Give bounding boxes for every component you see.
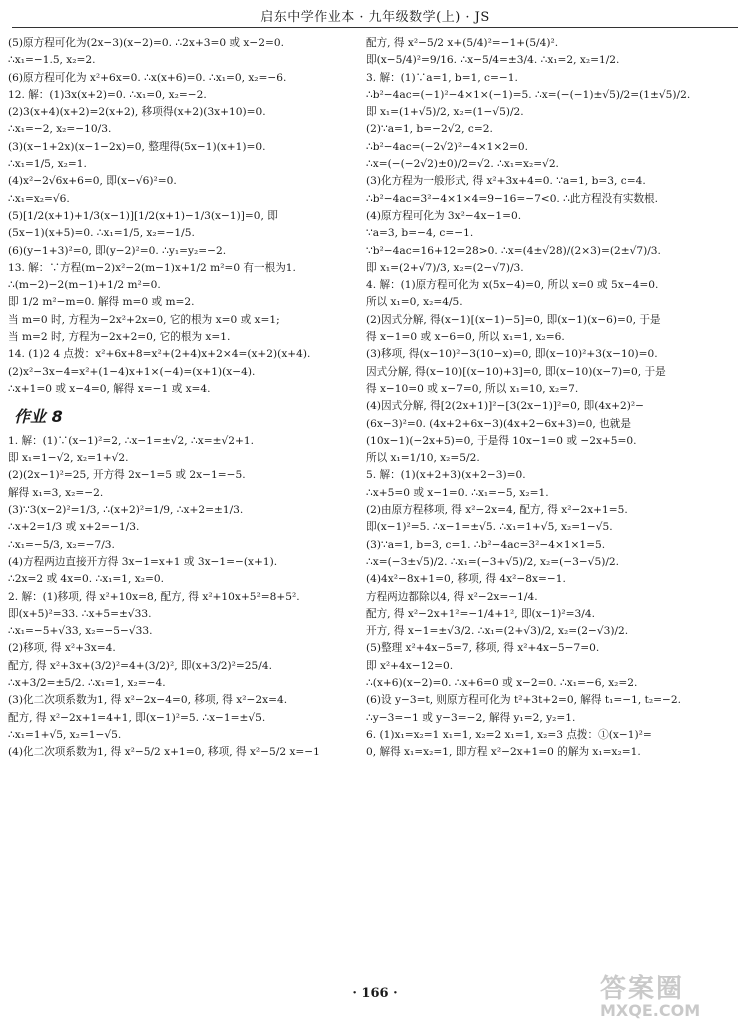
answer-line: (5)原方程可化为(2x−3)(x−2)=0. ∴2x+3=0 或 x−2=0. (8, 37, 284, 49)
answer-line: (2)x²−3x−4=x²+(1−4)x+1×(−4)=(x+1)(x−4). (8, 365, 256, 378)
answer-line: (4)x²−2√6x+6=0, 即(x−√6)²=0. (8, 175, 177, 188)
answer-line: 所以 x₁=1/10, x₂=5/2. (366, 452, 480, 465)
answer-line: (6)(y−1+3)²=0, 即(y−2)²=0. ∴y₁=y₂=−2. (8, 244, 227, 257)
answer-line: ∴x+2=1/3 或 x+2=−1/3. (8, 521, 140, 534)
answer-line: (3)(x−1+2x)(x−1−2x)=0, 整理得(5x−1)(x+1)=0. (8, 140, 266, 153)
answer-line: 4. 解：(1)原方程可化为 x(5x−4)=0, 所以 x=0 或 5x−4=0. (366, 279, 659, 292)
answer-line: (3)∵3(x−2)²=1/3, ∴(x+2)²=1/9, ∴x+2=±1/3. (8, 504, 244, 517)
answer-line: (5x−1)(x+5)=0. ∴x₁=1/5, x₂=−1/5. (8, 227, 195, 240)
answer-line: ∴b²−4ac=(−2√2)²−4×1×2=0. (366, 140, 528, 153)
answer-line: 方程两边都除以4, 得 x²−2x=−1/4. (366, 590, 538, 603)
answer-line: 解得 x₁=3, x₂=−2. (8, 486, 104, 499)
answer-line: (2)因式分解, 得(x−1)[(x−1)−5]=0, 即(x−1)(x−6)=0, 于是 (366, 313, 661, 326)
answer-line: 配方, 得 x²−2x+1²=−1/4+1², 即(x−1)²=3/4. (366, 607, 595, 620)
answer-line: 5. 解：(1)(x+2+3)(x+2−3)=0. (366, 469, 526, 482)
answer-line: (4)原方程可化为 3x²−4x−1=0. (366, 209, 522, 222)
answer-line: (2)∵a=1, b=−2√2, c=2. (366, 123, 493, 136)
answer-line: 3. 解：(1)∵a=1, b=1, c=−1. (366, 71, 518, 84)
answer-line: (6x−3)²=0. (4x+2+6x−3)(4x+2−6x+3)=0, 也就是 (366, 417, 631, 430)
left-column (8, 36, 360, 762)
answer-line: 配方, 得 x²+3x+(3/2)²=4+(3/2)², 即(x+3/2)²=25/4. (8, 659, 272, 672)
answer-line: 2. 解：(1)移项, 得 x²+10x=8, 配方, 得 x²+10x+5²=8+5². (8, 590, 300, 603)
answer-line: (4)化二次项系数为1, 得 x²−5/2 x+1=0, 移项, 得 x²−5/2 x=−1 (8, 746, 320, 759)
answer-line: (2)3(x+4)(x+2)=2(x+2), 移项得(x+2)(3x+10)=0. (8, 106, 266, 119)
answer-line: ∵a=3, b=−4, c=−1. (366, 227, 474, 240)
answer-line: ∴x=(−3±√5)/2. ∴x₁=(−3+√5)/2, x₂=(−3−√5)/2. (366, 555, 620, 568)
left-answers-block-2 (8, 434, 360, 760)
right-column (366, 36, 744, 762)
answer-line: 即 x₁=(2+√7)/3, x₂=(2−√7)/3. (366, 261, 524, 274)
answer-line: 当 m=2 时, 方程为−2x+2=0, 它的根为 x=1. (8, 331, 231, 344)
answer-line: ∴x₁=−5/3, x₂=−7/3. (8, 538, 115, 551)
answer-line: (10x−1)(−2x+5)=0, 于是得 10x−1=0 或 −2x+5=0. (366, 434, 637, 447)
answer-line: ∴x+5=0 或 x−1=0. ∴x₁=−5, x₂=1. (366, 486, 549, 499)
answer-line: (3)∵a=1, b=3, c=1. ∴b²−4ac=3²−4×1×1=5. (366, 538, 606, 551)
answer-line: 0, 解得 x₁=x₂=1, 即方程 x²−2x+1=0 的解为 x₁=x₂=1. (366, 746, 641, 759)
answer-line: 即(x−5/4)²=9/16. ∴x−5/4=±3/4. ∴x₁=2, x₂=1/2. (366, 54, 620, 67)
answer-line: 所以 x₁=0, x₂=4/5. (366, 296, 463, 309)
watermark-url: MXQE.COM (600, 1001, 701, 1020)
answer-line: 配方, 得 x²−2x+1=4+1, 即(x−1)²=5. ∴x−1=±√5. (8, 711, 266, 724)
answer-line: (4)4x²−8x+1=0, 移项, 得 4x²−8x=−1. (366, 573, 566, 586)
answer-line: ∴(m−2)−2(m−1)+1/2 m²=0. (8, 279, 161, 292)
answer-line: ∴x+3/2=±5/2. ∴x₁=1, x₂=−4. (8, 676, 166, 689)
answer-line: 当 m=0 时, 方程为−2x²+2x=0, 它的根为 x=0 或 x=1; (8, 313, 280, 326)
watermark-logo (600, 968, 750, 1018)
answer-line: (3)化方程为一般形式, 得 x²+3x+4=0. ∵a=1, b=3, c=4. (366, 175, 646, 188)
answer-line: ∴2x=2 或 4x=0. ∴x₁=1, x₂=0. (8, 573, 164, 586)
answer-line: ∴y−3=−1 或 y−3=−2, 解得 y₁=2, y₂=1. (366, 711, 576, 724)
answer-line: ∴b²−4ac=3²−4×1×4=9−16=−7<0. ∴此方程没有实数根. (366, 192, 659, 205)
section-title: 作业 8 (14, 407, 63, 427)
answer-line: (3)化二次项系数为1, 得 x²−2x−4=0, 移项, 得 x²−2x=4. (8, 694, 288, 707)
answer-line: ∴x₁=x₂=√6. (8, 192, 70, 205)
answer-line: (2)移项, 得 x²+3x=4. (8, 642, 116, 655)
answer-line: 即 x²+4x−12=0. (366, 659, 454, 672)
answer-line: ∴b²−4ac=(−1)²−4×1×(−1)=5. ∴x=(−(−1)±√5)/2=(1±√5)/2. (366, 88, 691, 101)
answer-line: ∴x₁=−2, x₂=−10/3. (8, 123, 112, 136)
answer-line: 即 1/2 m²−m=0. 解得 m=0 或 m=2. (8, 296, 195, 309)
answer-line: 6. (1)x₁=x₂=1 x₁=1, x₂=2 x₁=1, x₂=3 点拨：①(x−1)²= (366, 728, 652, 741)
answer-line: 开方, 得 x−1=±√3/2. ∴x₁=(2+√3)/2, x₂=(2−√3)/2. (366, 625, 629, 638)
answer-line: (6)原方程可化为 x²+6x=0. ∴x(x+6)=0. ∴x₁=0, x₂=−6. (8, 71, 287, 84)
answer-line: 1. 解：(1)∵(x−1)²=2, ∴x−1=±√2, ∴x=±√2+1. (8, 434, 254, 447)
answer-line: 即 x₁=(1+√5)/2, x₂=(1−√5)/2. (366, 106, 524, 119)
answer-line: ∴x₁=−5+√33, x₂=−5−√33. (8, 625, 153, 638)
answer-line: 得 x−1=0 或 x−6=0, 所以 x₁=1, x₂=6. (366, 331, 565, 344)
answer-line: (4)方程两边直接开方得 3x−1=x+1 或 3x−1=−(x+1). (8, 555, 278, 568)
answer-line: 因式分解, 得(x−10)[(x−10)+3]=0, 即(x−10)(x−7)=0, 于是 (366, 365, 666, 378)
answer-line: (5)[1/2(x+1)+1/3(x−1)][1/2(x+1)−1/3(x−1)]=0, 即 (8, 209, 278, 222)
header-rule (12, 27, 738, 28)
page-number: · 166 · (352, 986, 398, 1001)
answer-line: (2)由原方程移项, 得 x²−2x=4, 配方, 得 x²−2x+1=5. (366, 504, 628, 517)
answer-line: ∴x=(−(−2√2)±0)/2=√2. ∴x₁=x₂=√2. (366, 158, 559, 171)
answer-line: 即(x−1)²=5. ∴x−1=±√5. ∴x₁=1+√5, x₂=1−√5. (366, 521, 613, 534)
answer-line: 14. (1)2 4 点拨：x²+6x+8=x²+(2+4)x+2×4=(x+2)(x+4). (8, 348, 311, 361)
answer-line: (6)设 y−3=t, 则原方程可化为 t²+3t+2=0, 解得 t₁=−1, t₂=−2. (366, 694, 681, 707)
answer-line: (2)(2x−1)²=25, 开方得 2x−1=5 或 2x−1=−5. (8, 469, 246, 482)
watermark-text: 答案圈 (600, 974, 685, 1004)
answer-line: ∴x₁=1/5, x₂=1. (8, 158, 87, 171)
answer-line: ∵b²−4ac=16+12=28>0. ∴x=(4±√28)/(2×3)=(2±√7)/3. (366, 244, 661, 257)
answer-line: 即(x+5)²=33. ∴x+5=±√33. (8, 607, 152, 620)
page-header (0, 0, 750, 30)
header-title: 启东中学作业本 · 九年级数学(上) · JS (260, 10, 490, 25)
answer-line: 得 x−10=0 或 x−7=0, 所以 x₁=10, x₂=7. (366, 382, 579, 395)
answer-line: (4)因式分解, 得[2(2x+1)]²−[3(2x−1)]²=0, 即(4x+2)²− (366, 400, 644, 413)
answer-line: ∴(x+6)(x−2)=0. ∴x+6=0 或 x−2=0. ∴x₁=−6, x₂=2. (366, 676, 638, 689)
answer-line: ∴x+1=0 或 x−4=0, 解得 x=−1 或 x=4. (8, 382, 211, 395)
right-answers-block (366, 36, 744, 759)
answer-line: ∴x₁=1+√5, x₂=1−√5. (8, 728, 122, 741)
answer-line: 12. 解：(1)3x(x+2)=0. ∴x₁=0, x₂=−2. (8, 88, 207, 101)
answer-line: 即 x₁=1−√2, x₂=1+√2. (8, 452, 129, 465)
answer-line: (3)移项, 得(x−10)²−3(10−x)=0, 即(x−10)²+3(x−10)=0. (366, 348, 658, 361)
answer-line: 13. 解：∵方程(m−2)x²−2(m−1)x+1/2 m²=0 有一根为1. (8, 261, 296, 274)
answer-line: ∴x₁=−1.5, x₂=2. (8, 54, 96, 67)
left-answers-block (8, 36, 360, 396)
answer-line: 配方, 得 x²−5/2 x+(5/4)²=−1+(5/4)². (366, 37, 559, 49)
answer-line: (5)整理 x²+4x−5=7, 移项, 得 x²+4x−5−7=0. (366, 642, 600, 655)
